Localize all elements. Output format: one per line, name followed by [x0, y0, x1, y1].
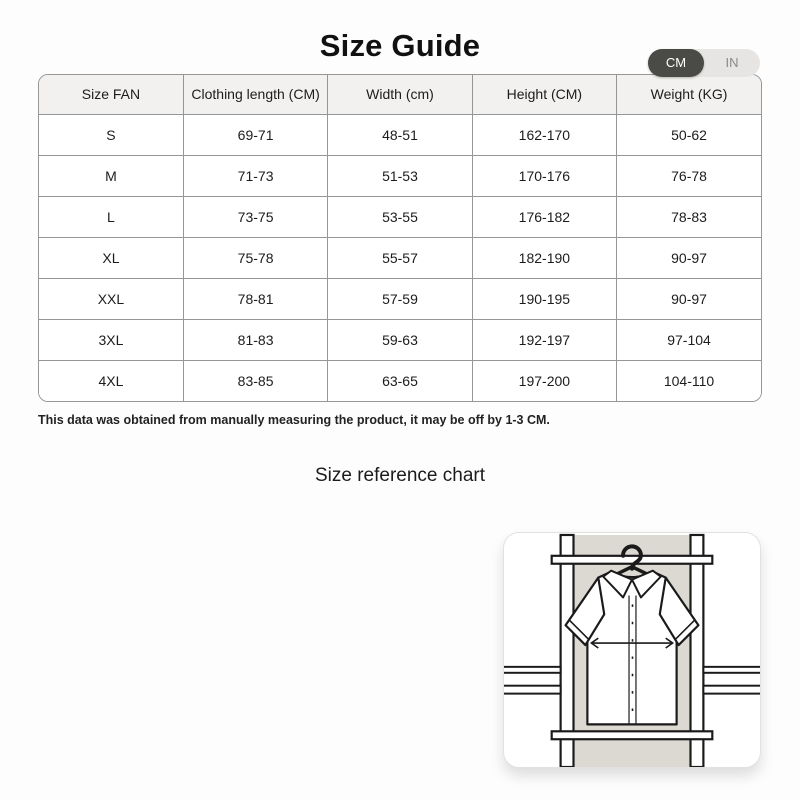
- length-cell: 71-73: [183, 155, 327, 196]
- length-cell: 78-81: [183, 278, 327, 319]
- table-row: [39, 114, 761, 155]
- unit-in-button[interactable]: IN: [704, 49, 760, 77]
- width-cell: 59-63: [328, 319, 472, 360]
- side-rails-right: [703, 667, 760, 694]
- width-cell: 55-57: [328, 237, 472, 278]
- length-cell: 75-78: [183, 237, 327, 278]
- size-table: [39, 75, 761, 401]
- size-cell: S: [39, 114, 183, 155]
- height-cell: 162-170: [472, 114, 616, 155]
- length-cell: 73-75: [183, 196, 327, 237]
- table-row: [39, 155, 761, 196]
- unit-toggle[interactable]: [648, 49, 760, 77]
- col-header-height: Height (CM): [472, 75, 616, 114]
- weight-cell: 97-104: [617, 319, 761, 360]
- weight-cell: 78-83: [617, 196, 761, 237]
- table-row: [39, 319, 761, 360]
- table-header-row: [39, 75, 761, 114]
- length-cell: 69-71: [183, 114, 327, 155]
- size-cell: XXL: [39, 278, 183, 319]
- size-cell: 3XL: [39, 319, 183, 360]
- width-cell: 51-53: [328, 155, 472, 196]
- weight-cell: 50-62: [617, 114, 761, 155]
- width-cell: 48-51: [328, 114, 472, 155]
- length-cell: 83-85: [183, 360, 327, 401]
- col-header-weight: Weight (KG): [617, 75, 761, 114]
- table-row: [39, 278, 761, 319]
- height-cell: 197-200: [472, 360, 616, 401]
- size-cell: XL: [39, 237, 183, 278]
- width-cell: 63-65: [328, 360, 472, 401]
- weight-cell: 90-97: [617, 237, 761, 278]
- unit-cm-button[interactable]: CM: [648, 49, 704, 77]
- table-row: [39, 360, 761, 401]
- height-cell: 170-176: [472, 155, 616, 196]
- width-cell: 57-59: [328, 278, 472, 319]
- size-cell: 4XL: [39, 360, 183, 401]
- size-reference-heading: Size reference chart: [314, 465, 486, 486]
- size-reference-card: [503, 532, 761, 768]
- size-cell: M: [39, 155, 183, 196]
- height-cell: 182-190: [472, 237, 616, 278]
- table-row: [39, 196, 761, 237]
- size-table-container: [38, 74, 762, 402]
- page-header: [0, 0, 800, 70]
- table-row: [39, 237, 761, 278]
- weight-cell: 76-78: [617, 155, 761, 196]
- col-header-size: Size FAN: [39, 75, 183, 114]
- height-cell: 190-195: [472, 278, 616, 319]
- weight-cell: 90-97: [617, 278, 761, 319]
- side-rails-left: [504, 667, 561, 694]
- measurement-disclaimer: This data was obtained from manually measuring the product, it may be off by 1-3 CM.: [38, 413, 550, 427]
- height-cell: 192-197: [472, 319, 616, 360]
- size-cell: L: [39, 196, 183, 237]
- length-cell: 81-83: [183, 319, 327, 360]
- size-reference-illustration: [504, 533, 760, 767]
- height-cell: 176-182: [472, 196, 616, 237]
- width-cell: 53-55: [328, 196, 472, 237]
- col-header-clothing-length: Clothing length (CM): [183, 75, 327, 114]
- wardrobe-rail-bottom: [552, 731, 713, 739]
- page-title: Size Guide: [319, 28, 481, 63]
- weight-cell: 104-110: [617, 360, 761, 401]
- col-header-width: Width (cm): [328, 75, 472, 114]
- wardrobe-rail-top: [552, 556, 713, 564]
